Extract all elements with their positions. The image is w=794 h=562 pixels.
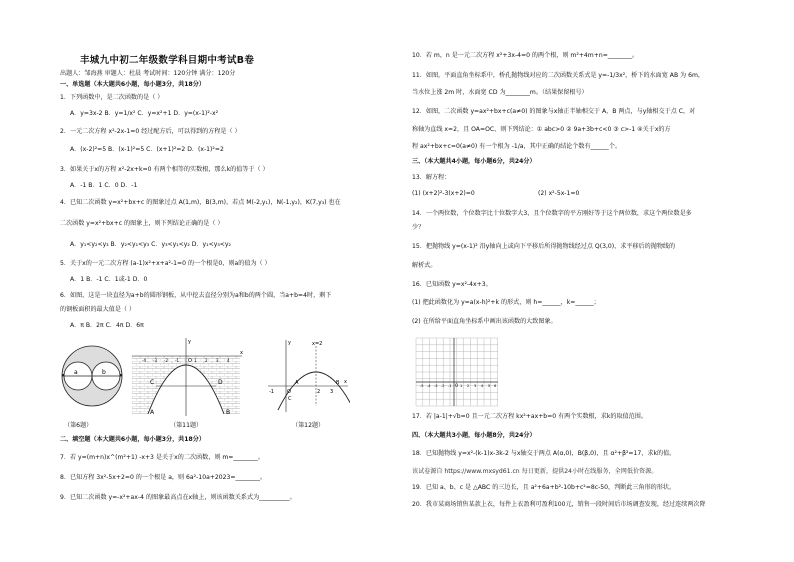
question-15-line1: 15．把抛物线 y=(x-1)² 沿y轴向上或向下平移后所得抛物线经过点 Q(3,0)，求平移后的抛物线的 [412, 243, 676, 250]
question-3: 3．如果关于x的方程 x²-2x+k=0 有两个相等的实数根，那么k的值等于（ ） [60, 166, 269, 173]
fig12-tick-2: 2 [317, 389, 321, 395]
fig11-point-a: A [150, 409, 155, 416]
fig12-y-label: y [288, 340, 291, 346]
fig11-tick: -4 [142, 358, 146, 363]
grid16-tick: -3 [434, 384, 438, 388]
question-5-options: A．1 B．-1 C．1或-1 D．0 [70, 276, 148, 283]
fig11-point-d: D [218, 379, 223, 386]
figure-6-caption: （第6题） [64, 422, 93, 429]
fig11-tick: 1 [194, 358, 197, 363]
question-3-options: A．-1 B．1 C．0 D．-1 [70, 182, 138, 189]
question-14-line1: 14．一个两位数，个位数字比十位数字大3，且个位数字的平方刚好等于这个两位数，求这个两位数是多 [412, 210, 692, 217]
question-20: 20．我市某商场销售某款上衣，每件上衣盈利可盈利100元，销售一段时间后市场调查发现，经过连续两次降 [412, 501, 706, 508]
fig12-tick-3: 3 [330, 389, 334, 395]
grid16-tick: 5 [488, 384, 491, 388]
question-19: 19．已知 a、b、c 是 △ABC 的三边长，且 a²+6a+b²-10b+c²=8c-50，判断此三角形的形状。 [412, 484, 676, 491]
question-10: 10．若 m，n 是一元二次方程 x²+3x-4=0 的两个根，则 m²+4m+n=________。 [412, 52, 639, 59]
question-2-options: A．(x-2)²=5 B．(x-1)²=5 C．(x+1)²=2 D．(x-1)²=2 [70, 146, 224, 153]
exam-meta: 出题人：邹海燕 审题人：杜晨 考试时间：120分钟 满分：120分 [60, 70, 236, 77]
question-16-part1: (1) 把此函数化为 y=a(x-h)²+k 的形式，则 h=______，k=______； [412, 299, 600, 306]
question-18: 18．已知抛物线 y=x²-(k-1)x-3k-2 与x轴交于两点 A(α,0)，B(β,0)，且 α²+β²=17，求k的值。 [412, 450, 676, 457]
fig11-tick: 3 [216, 358, 219, 363]
question-2: 2．一元二次方程 x²-2x-1=0 经过配方后，可以得到的方程是（ ） [60, 128, 241, 135]
question-13-part1: (1) (x+2)²-3(x+2)=0 [412, 190, 475, 197]
question-4-line2: 二次函数 y=x²+bx+c 的图象上，则下列结论正确的是（ ） [60, 220, 224, 227]
question-9: 9．已知二次函数 y=-x²+ax-4 的图象最高点在x轴上，则该函数关系式为__________。 [60, 494, 296, 501]
grid16-tick: 4 [481, 384, 484, 388]
grid16-tick: -2 [441, 384, 445, 388]
ad-notice: 该试卷源自 https://www.mxsyd61.cn 每日更新，提供24小时在线服务，全网低价资源。 [412, 468, 658, 475]
question-17: 17．若 |a-1|+√b=0 且一元二次方程 kx²+ax+b=0 有两个实数根，求k的取值范围。 [412, 413, 647, 420]
figure-12-caption: （第12题） [292, 422, 325, 429]
question-1: 1．下列函数中，是二次函数的是（ ） [60, 94, 164, 101]
question-16-coordinate-grid [414, 336, 500, 408]
question-4-line1: 4．已知二次函数 y=x²+bx+c 的图象过点 A(1,m)，B(3,m)，若点 M(-2,y₁)，N(-1,y₂)，K(7,y₃) 也在 [60, 199, 341, 206]
fig11-tick: -1 [175, 358, 179, 363]
question-7: 7．若 y=(m+n)x^(m²+1) -x+3 是关于x的二次函数，则 m=________。 [60, 454, 264, 461]
fig12-origin: O [287, 389, 291, 395]
fig11-tick: -2 [164, 358, 168, 363]
question-13-part2: (2) x²-5x-1=0 [538, 190, 580, 197]
question-13: 13．解方程： [412, 174, 451, 181]
question-11-line2: 当水位上涨 2m 时，水面宽 CD 为________m。（结果保留根号） [412, 89, 588, 96]
section-4-heading: 四、（本大题共3小题，每小题8分，共24分） [412, 432, 536, 439]
question-11-line1: 11．如图，平面直角坐标系中，桥孔抛物线对应的二次函数关系式是 y=-1/3x²，桥下的水面宽 AB 为 6m， [412, 72, 704, 79]
grid16-tick: -1 [448, 384, 452, 388]
question-15-line2: 解析式。 [412, 262, 437, 269]
question-5: 5．关于x的一元二次方程 (a-1)x²+x+a²-1=0 的一个根是0，则a的值为（ ） [60, 260, 271, 267]
fig12-axis-label: x=2 [312, 341, 323, 347]
figure-11-caption-text: （第11题） [170, 422, 203, 429]
figure-11-bridge [128, 336, 246, 418]
section-3-heading: 三、（本大题共4小题，每小题6分，共24分） [412, 158, 536, 165]
fig11-tick: 2 [205, 358, 208, 363]
fig12-tick-neg1: -1 [269, 389, 274, 395]
fig6-label-a: a [74, 369, 78, 376]
fig11-origin-label: O [188, 358, 192, 364]
fig11-point-c: C [150, 379, 155, 386]
fig6-label-b: b [102, 369, 106, 376]
grid16-tick: 2 [467, 384, 470, 388]
question-6-options: A．π B．2π C．4π D．6π [70, 322, 144, 329]
question-4-options: A．y₁<y₂<y₃ B．y₂<y₁<y₃ C．y₃<y₁<y₂ D．y₁<y₃<y₂ [70, 241, 231, 248]
grid16-tick: 3 [474, 384, 477, 388]
grid16-origin: O [455, 383, 459, 388]
fig11-tick: 4 [227, 358, 230, 363]
grid16-tick: -5 [420, 384, 424, 388]
section-2-heading: 二、填空题（本大题共6小题，每小题3分，共18分） [60, 436, 205, 443]
question-12-line3: 程 ax²+bx+c=0(a≠0) 有一个根为 -1/a，其中正确的结论个数有______个。 [412, 143, 622, 150]
question-1-options: A．y=3x-2 B．y=1/x² C．y=x²+1 D．y=(x-1)²-x² [70, 110, 219, 117]
question-8: 8．已知方程 3x²-5x+2=0 的一个根是 a，则 6a²-10a+2023=________。 [60, 474, 266, 481]
figure-12-parabola [264, 336, 350, 416]
fig12-x-label: x [344, 379, 347, 385]
grid16-tick: -4 [427, 384, 431, 388]
fig12-point-c: C [288, 396, 292, 402]
question-12-line1: 12．如图，二次函数 y=ax²+bx+c(a≠0) 的图象与x轴正半轴相交于 A，B 两点，与y轴相交于点 C，对 [412, 108, 696, 115]
fig12-point-a: A [295, 380, 299, 386]
fig11-tick: -3 [153, 358, 157, 363]
question-6-line1: 6．如图，这是一块直径为a+b的圆形钢板，从中挖去直径分别为a和b的两个圆，当a+b=4时，剩下 [60, 292, 332, 299]
fig11-point-b: B [226, 409, 231, 416]
question-12-line2: 称轴为直线 x=2，且 OA=OC，则下列结论：① abc>0 ② 9a+3b+c<0 ③ c>-1 ④关于x的方 [412, 126, 671, 133]
question-16: 16．已知函数 y=x²-4x+3。 [412, 281, 492, 288]
question-14-line2: 少？ [412, 224, 425, 231]
exam-title: 丰城九中初二年级数学科目期中考试B卷 [80, 55, 255, 66]
figure-6-circles [60, 344, 124, 408]
grid16-tick: 6 [494, 384, 497, 388]
fig12-point-b: B [336, 380, 340, 386]
question-6-line2: 的钢板面积的最大值是（ ） [60, 306, 136, 313]
section-1-heading: 一、单选题（本大题共6小题，每小题3分，共18分） [60, 81, 205, 88]
fig11-y-label: y [188, 339, 191, 345]
question-16-part2: (2) 在所给平面直角坐标系中画出该函数的大致图象。 [412, 318, 557, 325]
grid16-tick: 1 [460, 384, 463, 388]
fig11-x-label: x [240, 350, 243, 356]
